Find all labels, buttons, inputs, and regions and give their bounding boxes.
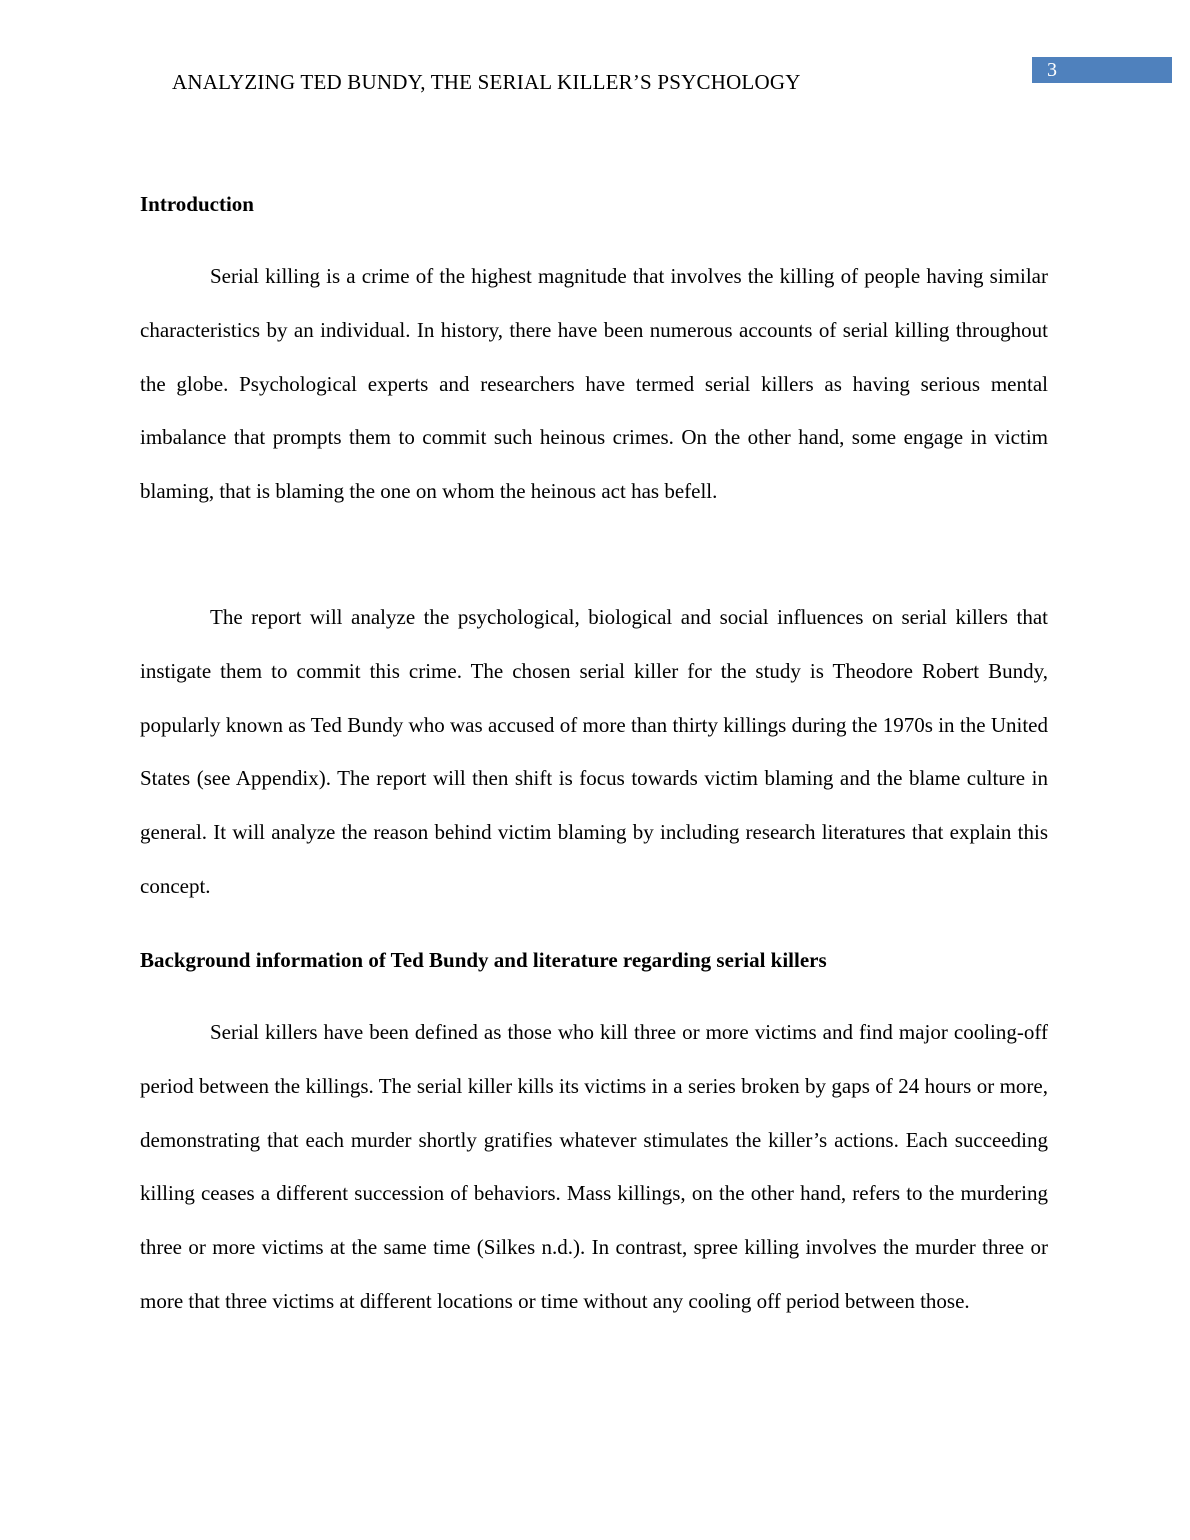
- section-heading-background: Background information of Ted Bundy and literature regarding serial killers: [140, 948, 827, 972]
- running-head: ANALYZING TED BUNDY, THE SERIAL KILLER’S PSYCHOLOGY: [172, 70, 801, 94]
- page-number: 3: [1047, 59, 1057, 81]
- paragraph-introduction-1: Serial killing is a crime of the highest magnitude that involves the killing of people having similar characteristics by an individual. In history, there have been numerous accounts of serial killing throughout the globe. Psychological experts and researchers have termed serial killers as having serious mental imbalance that prompts them to commit such heinous crimes. On the other hand, some engage in victim blaming, that is blaming the one on whom the heinous act has befell.: [140, 264, 1048, 504]
- paragraph-background-1: Serial killers have been defined as those who kill three or more victims and find major cooling-off period between the killings. The serial killer kills its victims in a series broken by gaps of 24 hours or more, demonstrating that each murder shortly gratifies whatever stimulates the killer’s actions. Each succeeding killing ceases a different succession of behaviors. Mass killings, on the other hand, refers to the murdering three or more victims at the same time (Silkes n.d.). In contrast, spree killing involves the murder three or more that three victims at different locations or time without any cooling off period between those.: [140, 1020, 1048, 1313]
- page-number-box: [1032, 57, 1172, 83]
- paragraph-introduction-2: The report will analyze the psychological, biological and social influences on serial killers that instigate them to commit this crime. The chosen serial killer for the study is Theodore Robert Bundy, popularly known as Ted Bundy who was accused of more than thirty killings during the 1970s in the United States (see Appendix). The report will then shift is focus towards victim blaming and the blame culture in general. It will analyze the reason behind victim blaming by including research literatures that explain this concept.: [140, 605, 1048, 898]
- section-heading-introduction: Introduction: [140, 192, 254, 216]
